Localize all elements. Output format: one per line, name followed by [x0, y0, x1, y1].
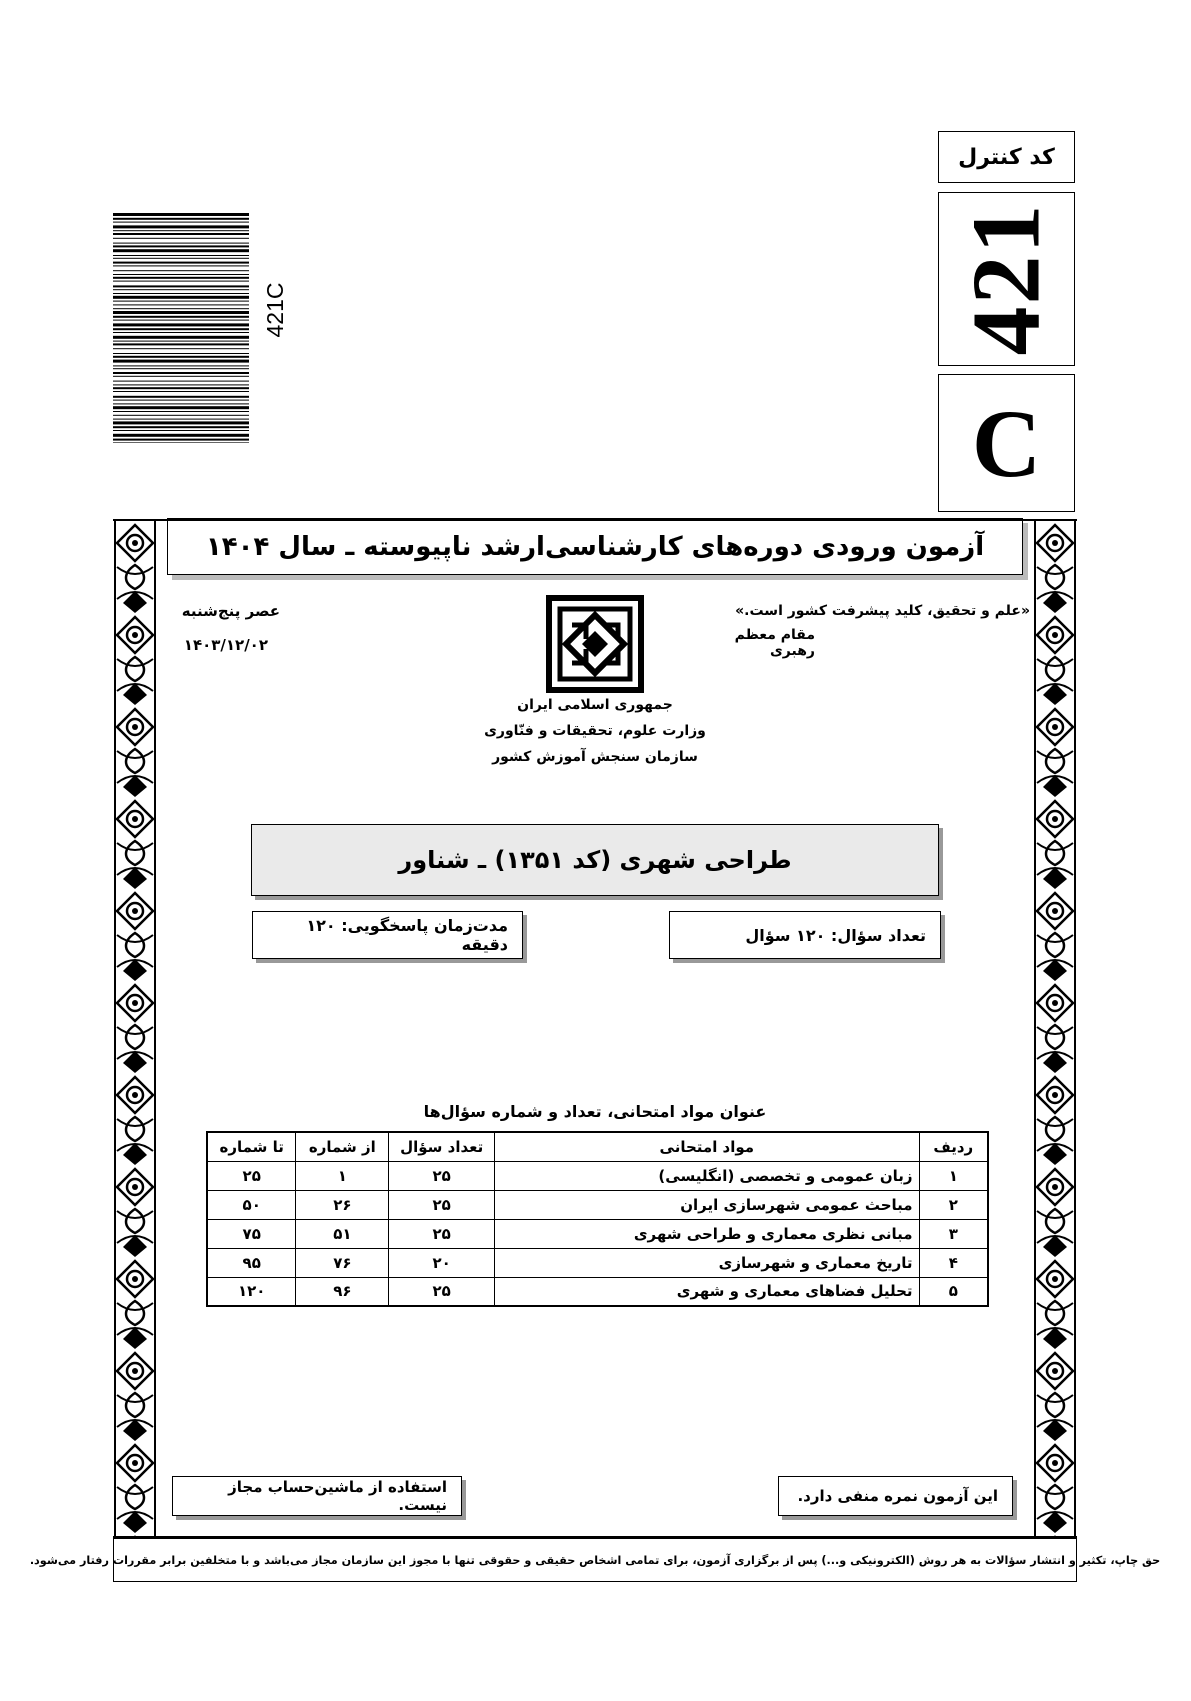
- table-caption: عنوان مواد امتحانی، تعداد و شماره سؤال‌ها: [423, 1102, 767, 1121]
- cell-from-number: ۷۶: [296, 1248, 389, 1277]
- leader-quote: «علم و تحقیق، کلید پیشرفت کشور است.»: [735, 603, 1030, 619]
- quote-author: مقام معظم رهبری: [734, 627, 815, 659]
- table-row: [207, 1161, 988, 1190]
- cell-question-count: ۲۰: [389, 1248, 495, 1277]
- barcode: [113, 213, 249, 443]
- organization-logo-icon: [546, 595, 644, 693]
- cell-from-number: ۲۶: [296, 1190, 389, 1219]
- org-line-ministry: وزارت علوم، تحقیقات و فنّاوری: [484, 723, 706, 739]
- cell-subject: تحلیل فضاهای معماری و شهری: [495, 1277, 920, 1306]
- cell-subject: مباحث عمومی شهرسازی ایران: [495, 1190, 920, 1219]
- cell-subject: مبانی نظری معماری و طراحی شهری: [495, 1219, 920, 1248]
- header-subject: مواد امتحانی: [495, 1132, 920, 1161]
- copyright-notice: حق چاپ، تکثیر و انتشار سؤالات به هر روش (الکترونیکی و...) پس از برگزاری آزمون، برای تمامی اشخاص حقیقی و حقوقی تنها با مجوز این سازمان مجاز می‌باشد و با متخلفین برابر مقررات رفتار می‌شود.: [113, 1538, 1077, 1582]
- exam-title: آزمون ورودی دوره‌های کارشناسی‌ارشد ناپیوسته ـ سال ۱۴۰۴: [167, 518, 1023, 575]
- header-question-count: تعداد سؤال: [389, 1132, 495, 1161]
- table-row: [207, 1248, 988, 1277]
- org-line-country: جمهوری اسلامی ایران: [517, 697, 673, 713]
- header-to-number: تا شماره: [207, 1132, 296, 1161]
- cell-to-number: ۲۵: [207, 1161, 296, 1190]
- barcode-text: 421C: [261, 282, 288, 338]
- cell-subject: زبان عمومی و تخصصی (انگلیسی): [495, 1161, 920, 1190]
- question-count-box: [669, 911, 941, 959]
- exam-session: عصر پنج‌شنبه: [181, 602, 280, 620]
- duration-box: [252, 911, 523, 959]
- control-code-letter: C: [938, 374, 1075, 512]
- cell-to-number: ۱۲۰: [207, 1277, 296, 1306]
- calculator-note: [172, 1476, 462, 1516]
- cell-row-number: ۵: [919, 1277, 988, 1306]
- cell-from-number: ۹۶: [296, 1277, 389, 1306]
- subjects-table: [206, 1131, 989, 1307]
- cell-to-number: ۹۵: [207, 1248, 296, 1277]
- cell-from-number: ۵۱: [296, 1219, 389, 1248]
- question-count: تعداد سؤال: ۱۲۰ سؤال: [745, 925, 926, 945]
- duration: مدت‌زمان پاسخگویی: ۱۲۰ دقیقه: [306, 916, 508, 954]
- decorative-border-left: [113, 521, 157, 1537]
- table-row: [207, 1277, 988, 1306]
- exam-date: ۱۴۰۳/۱۲/۰۲: [183, 636, 268, 654]
- cell-row-number: ۲: [919, 1190, 988, 1219]
- cell-question-count: ۲۵: [389, 1277, 495, 1306]
- negative-marking-text: این آزمون نمره منفی دارد.: [797, 1487, 998, 1505]
- table-row: [207, 1190, 988, 1219]
- cell-from-number: ۱: [296, 1161, 389, 1190]
- calculator-text: استفاده از ماشین‌حساب مجاز نیست.: [228, 1478, 447, 1514]
- cell-to-number: ۵۰: [207, 1190, 296, 1219]
- cell-to-number: ۷۵: [207, 1219, 296, 1248]
- control-code-label: کد کنترل: [938, 131, 1075, 183]
- control-number-text: 421: [952, 202, 1061, 356]
- table-header-row: [207, 1132, 988, 1161]
- header-row-number: ردیف: [919, 1132, 988, 1161]
- header-from-number: از شماره: [296, 1132, 389, 1161]
- decorative-border-right: [1033, 521, 1077, 1537]
- cell-question-count: ۲۵: [389, 1161, 495, 1190]
- cell-row-number: ۱: [919, 1161, 988, 1190]
- exam-subject: طراحی شهری (کد ۱۳۵۱) ـ شناور: [251, 824, 939, 896]
- cell-row-number: ۴: [919, 1248, 988, 1277]
- cell-question-count: ۲۵: [389, 1219, 495, 1248]
- cell-question-count: ۲۵: [389, 1190, 495, 1219]
- negative-marking-note: [778, 1476, 1013, 1516]
- table-row: [207, 1219, 988, 1248]
- control-code-number: [938, 192, 1075, 366]
- cell-subject: تاریخ معماری و شهرسازی: [495, 1248, 920, 1277]
- org-line-organization: سازمان سنجش آموزش کشور: [492, 749, 698, 765]
- cell-row-number: ۳: [919, 1219, 988, 1248]
